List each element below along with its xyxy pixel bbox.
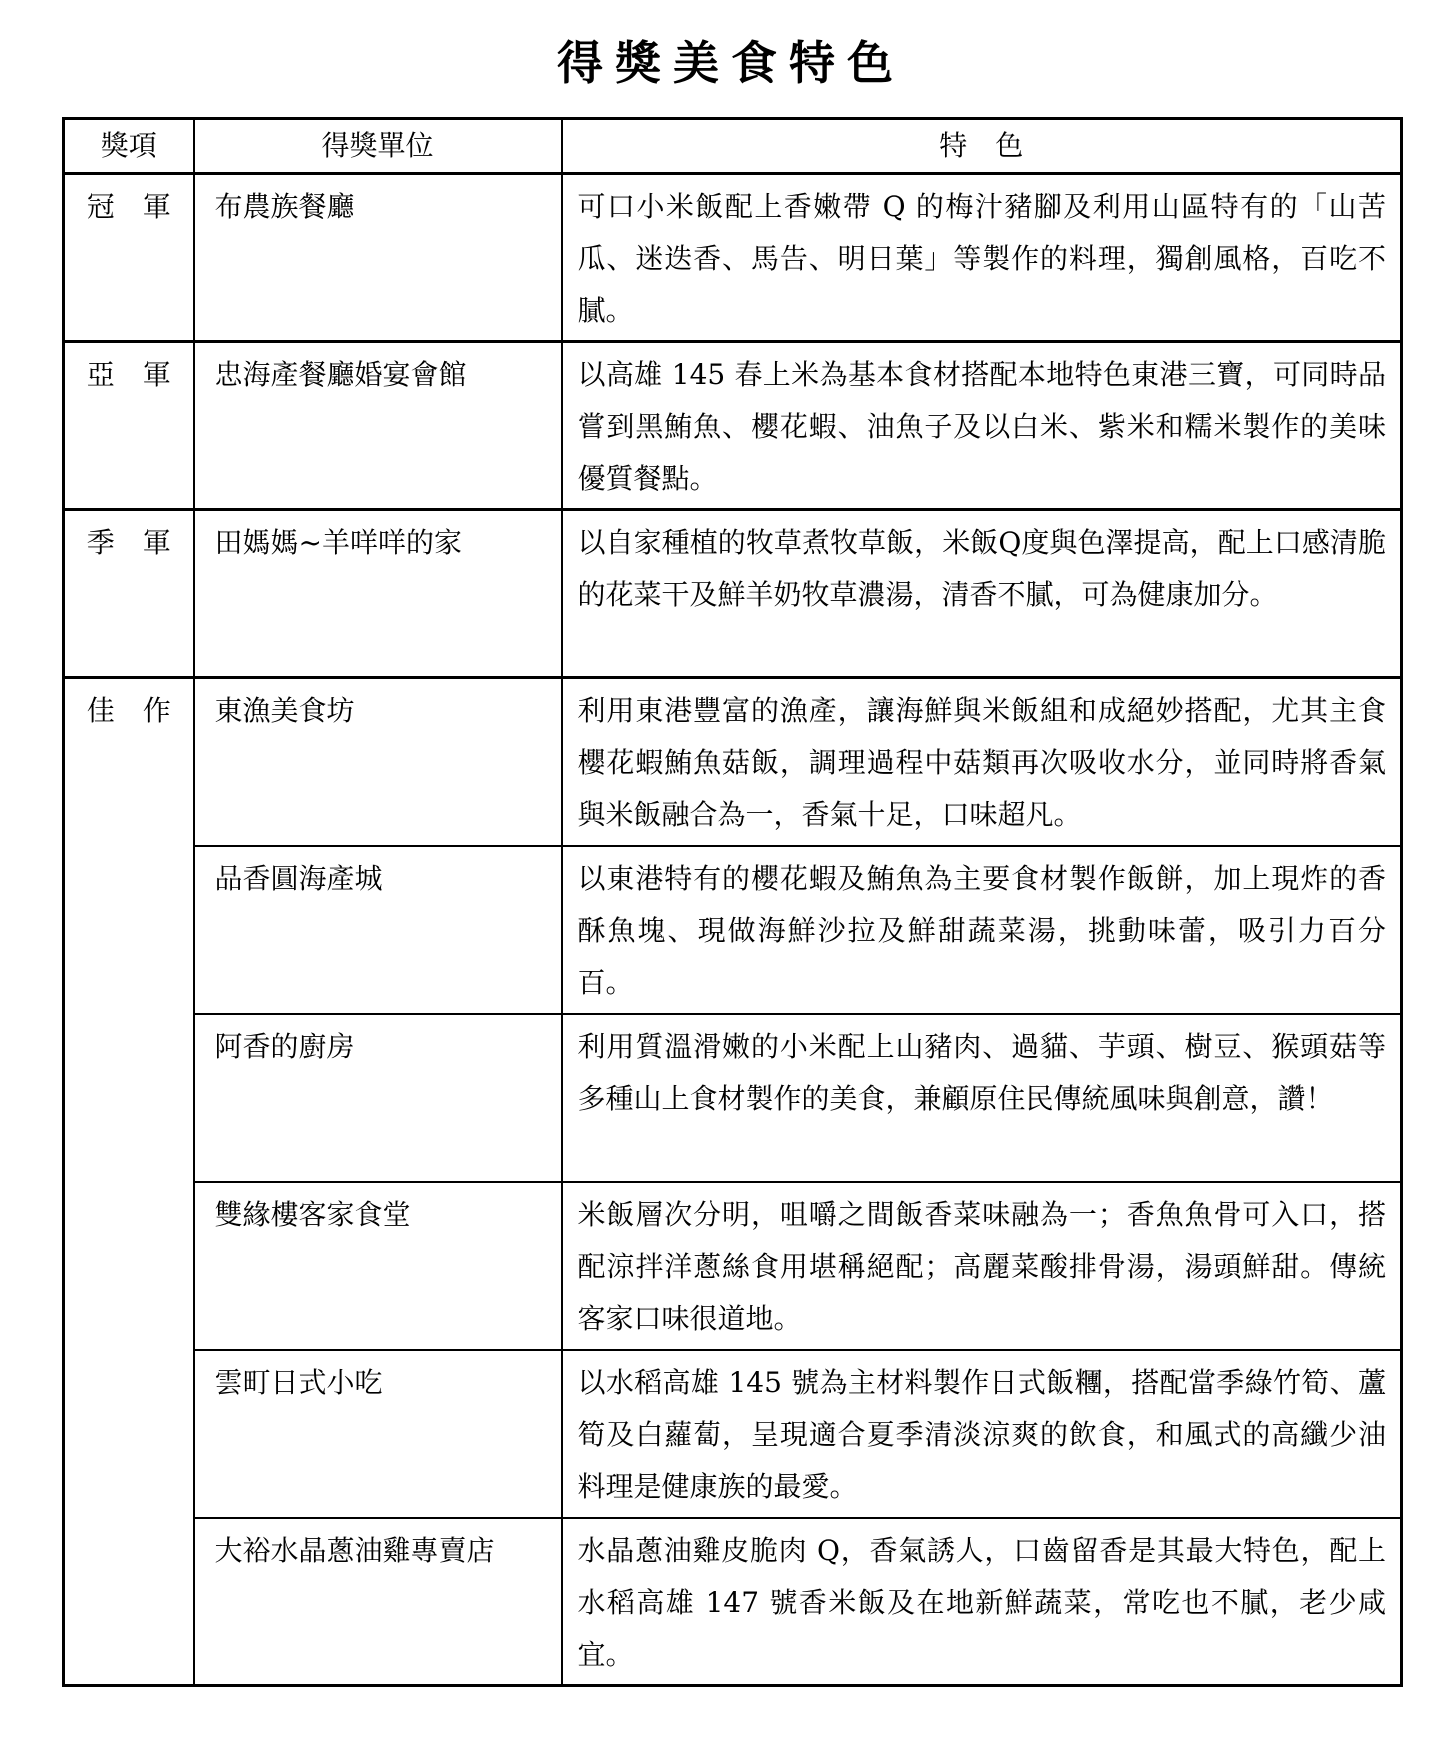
unit-cell: 忠海產餐廳婚宴會館: [194, 342, 562, 510]
table-row: [64, 846, 1402, 1014]
table-row: [64, 1350, 1402, 1518]
header-cell-award: 獎項: [64, 119, 194, 174]
award-cell: 亞 軍: [64, 342, 194, 510]
unit-cell: 田媽媽~羊咩咩的家: [194, 510, 562, 678]
awards-table: [62, 117, 1403, 1687]
feature-cell: 可口小米飯配上香嫩帶 Q 的梅汁豬腳及利用山區特有的「山苦瓜、迷迭香、馬告、明日葉」等製作的料理，獨創風格，百吃不膩。: [562, 174, 1402, 342]
header-cell-unit: 得獎單位: [194, 119, 562, 174]
feature-cell: 以水稻高雄 145 號為主材料製作日式飯糰，搭配當季綠竹筍、蘆筍及白蘿蔔，呈現適合夏季清淡涼爽的飲食，和風式的高纖少油料理是健康族的最愛。: [562, 1350, 1402, 1518]
award-cell: 佳 作: [64, 678, 194, 1686]
unit-cell: 品香圓海產城: [194, 846, 562, 1014]
feature-cell: 以自家種植的牧草煮牧草飯，米飯Q度與色澤提高，配上口感清脆的花菜干及鮮羊奶牧草濃湯，清香不膩，可為健康加分。: [562, 510, 1402, 678]
feature-cell: 米飯層次分明，咀嚼之間飯香菜味融為一；香魚魚骨可入口，搭配涼拌洋蔥絲食用堪稱絕配；高麗菜酸排骨湯，湯頭鮮甜。傳統客家口味很道地。: [562, 1182, 1402, 1350]
unit-cell: 雙緣樓客家食堂: [194, 1182, 562, 1350]
unit-cell: 雲町日式小吃: [194, 1350, 562, 1518]
table-row: [64, 1182, 1402, 1350]
table-row: [64, 342, 1402, 510]
feature-cell: 以東港特有的櫻花蝦及鮪魚為主要食材製作飯餅，加上現炸的香酥魚塊、現做海鮮沙拉及鮮甜蔬菜湯，挑動味蕾，吸引力百分百。: [562, 846, 1402, 1014]
unit-cell: 阿香的廚房: [194, 1014, 562, 1182]
unit-cell: 布農族餐廳: [194, 174, 562, 342]
unit-cell: 東漁美食坊: [194, 678, 562, 846]
table-row: [64, 1518, 1402, 1686]
feature-cell: 利用東港豐富的漁產，讓海鮮與米飯組和成絕妙搭配，尤其主食櫻花蝦鮪魚菇飯，調理過程中菇類再次吸收水分，並同時將香氣與米飯融合為一，香氣十足，口味超凡。: [562, 678, 1402, 846]
feature-cell: 以高雄 145 春上米為基本食材搭配本地特色東港三寶，可同時品嘗到黑鮪魚、櫻花蝦、油魚子及以白米、紫米和糯米製作的美味優質餐點。: [562, 342, 1402, 510]
feature-cell: 水晶蔥油雞皮脆肉 Q，香氣誘人，口齒留香是其最大特色，配上水稻高雄 147 號香米飯及在地新鮮蔬菜，常吃也不膩，老少咸宜。: [562, 1518, 1402, 1686]
unit-cell: 大裕水晶蔥油雞專賣店: [194, 1518, 562, 1686]
feature-cell: 利用質溫滑嫩的小米配上山豬肉、過貓、芋頭、樹豆、猴頭菇等多種山上食材製作的美食，兼顧原住民傳統風味與創意，讚！: [562, 1014, 1402, 1182]
header-row: [64, 119, 1402, 174]
header-cell-feature: 特 色: [562, 119, 1402, 174]
table-row: [64, 510, 1402, 678]
table-row: [64, 1014, 1402, 1182]
table-row: [64, 678, 1402, 846]
table-row: [64, 174, 1402, 342]
page-title: 得獎美食特色: [557, 36, 905, 90]
award-cell: 冠 軍: [64, 174, 194, 342]
award-cell: 季 軍: [64, 510, 194, 678]
